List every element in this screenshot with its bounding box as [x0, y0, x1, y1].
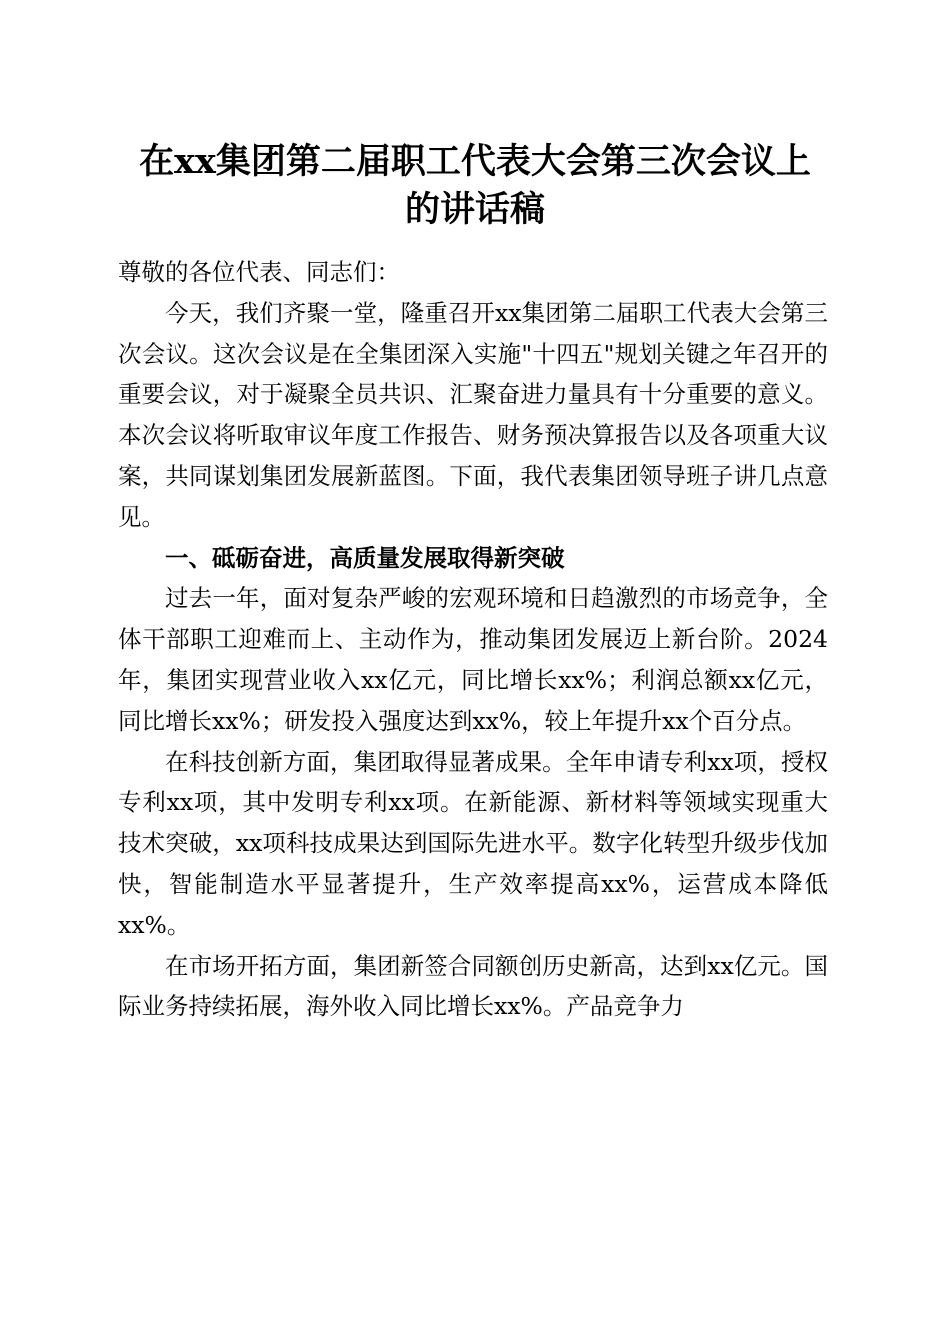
document-title — [100, 138, 850, 234]
salutation: 尊敬的各位代表、同志们： — [118, 258, 400, 286]
paragraph-review: 过去一年，面对复杂严峻的宏观环境和日趋激烈的市场竞争，全体干部职工迎难而上、主动作为，推动集团发展迈上新台阶。2024年，集团实现营业收入xx亿元，同比增长xx%；利润总额xx亿元，同比增长xx%；研发投入强度达到xx%，较上年提升xx个百分点。 — [118, 584, 828, 735]
paragraph-market: 在市场开拓方面，集团新签合同额创历史新高，达到xx亿元。国际业务持续拓展，海外收入同比增长xx%。产品竞争力 — [118, 951, 828, 1021]
paragraph-opening: 今天，我们齐聚一堂，隆重召开xx集团第二届职工代表大会第三次会议。这次会议是在全集团深入实施"十四五"规划关键之年召开的重要会议，对于凝聚全员共识、汇聚奋进力量具有十分重要的意义。本次会议将听取审议年度工作报告、财务预决算报告以及各项重大议案，共同谋划集团发展新蓝图。下面，我代表集团领导班子讲几点意见。 — [118, 298, 828, 531]
title-line-1: 在xx集团第二届职工代表大会第三次会议上 — [139, 141, 811, 182]
paragraph-innovation: 在科技创新方面，集团取得显著成果。全年申请专利xx项，授权专利xx项，其中发明专利xx项。在新能源、新材料等领域实现重大技术突破，xx项科技成果达到国际先进水平。数字化转型升级步伐加快，智能制造水平显著提升，生产效率提高xx%，运营成本降低xx%。 — [118, 747, 828, 939]
title-line-2: 的讲话稿 — [404, 189, 545, 230]
document-body — [118, 252, 828, 1027]
section-heading-1: 一、砥砺奋进，高质量发展取得新突破 — [165, 543, 565, 572]
